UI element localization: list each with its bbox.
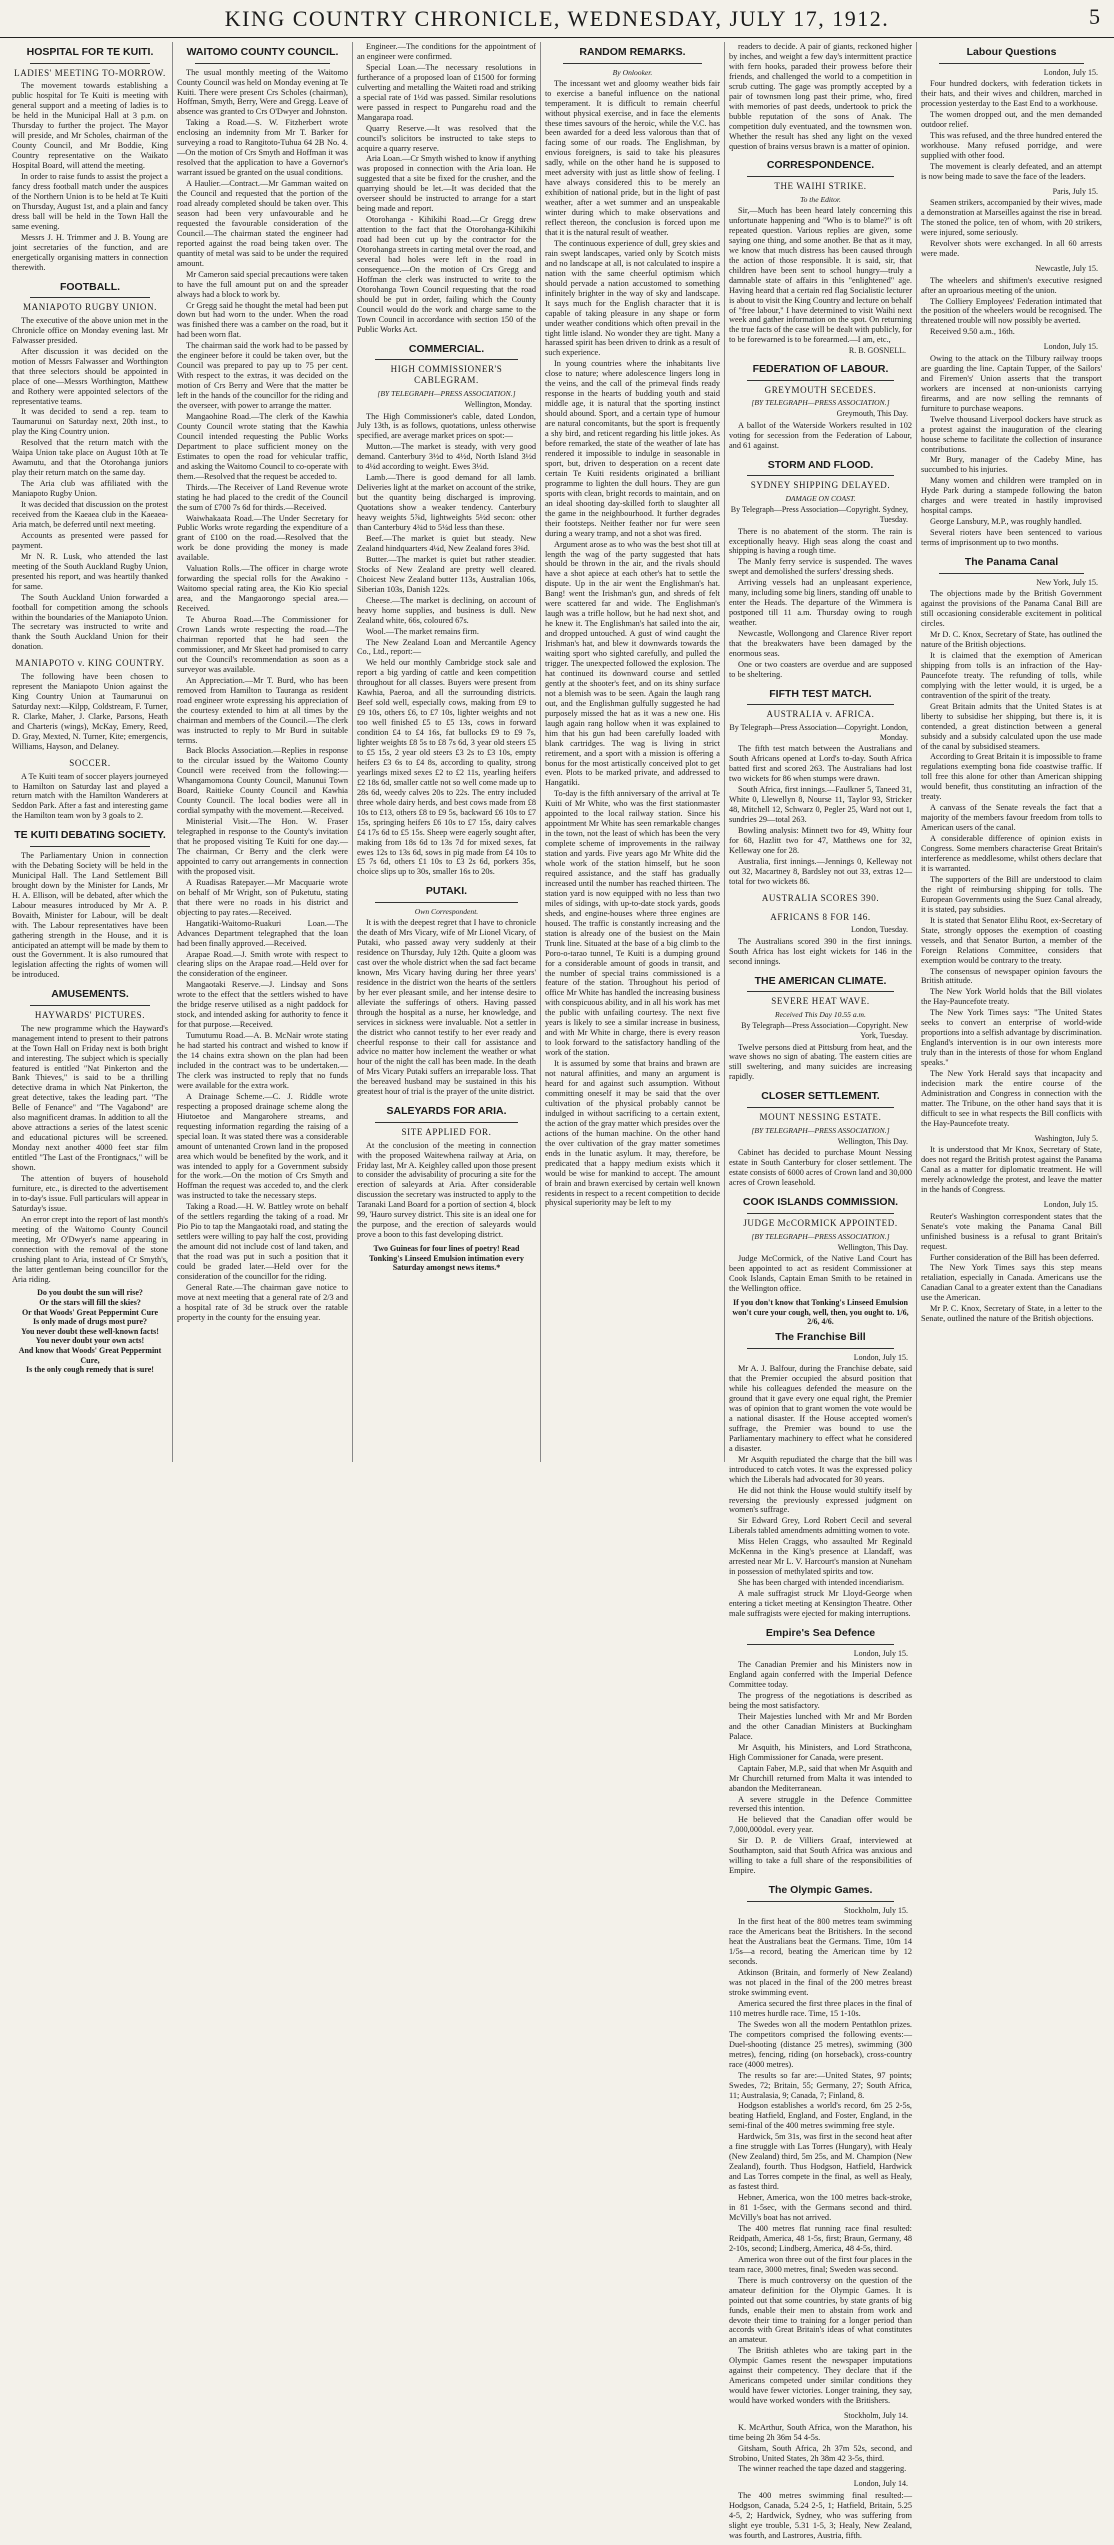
article-paragraph: Mr Bury, manager of the Cadeby Mine, has succumbed to his injuries. xyxy=(921,455,1102,475)
article-headline: CORRESPONDENCE. xyxy=(766,159,875,172)
article-paragraph: In order to raise funds to assist the project a fancy dress football match under the auspices of the Northern Union is to be held at Te Kuiti on Thursday, August 1st, and a plain and fancy dress ball will be held in the Town Hall the same evening. xyxy=(12,171,168,231)
article-subheading: MOUNT NESSING ESTATE. xyxy=(759,1111,882,1122)
article-paragraph: The objections made by the British Government against the provisions of the Panama Canal Bill are still occasioning considerable excitement in political circles. xyxy=(921,589,1102,629)
article-gap xyxy=(12,822,168,825)
article-paragraph: Twelve thousand Liverpool dockers have struck as a protest against the inauguration of the clearing house scheme to facilitate the collection of insurance contributions. xyxy=(921,414,1102,454)
article-byline: Received This Day 10.55 a.m. xyxy=(775,1010,866,1020)
article-gap xyxy=(729,2542,912,2545)
article-paragraph: The New York Herald says that incapacity and indecision mark the entire course of the Administration and Congress in connection with the matter. The Tribune, on the other hand says that it is difficult to see in what respects the Bill conflicts with the Hay-Pauncefote treaty. xyxy=(921,1069,1102,1128)
page-columns xyxy=(12,42,1102,2540)
article-paragraph: Quarry Reserve.—It was resolved that the council's solicitors be instructed to take steps to acquire a quarry reserve. xyxy=(357,123,536,153)
article-gap xyxy=(12,981,168,984)
article-paragraph: South Africa, first innings.—Faulkner 5, Taneed 31, White 0, Llewellyn 8, Nourse 11, Taylor 93, Stricker 48, Mitchell 12, Schwarz 0, Pegler 25, Ward not out 1, sundries 29—total 263. xyxy=(729,785,912,825)
article-gap xyxy=(921,260,1102,263)
article-paragraph: The New York World holds that the Bill violates the Hay-Pauncefote treaty. xyxy=(921,987,1102,1007)
article-paragraph: The South Auckland Union forwarded a football for competition among the schools within the boundaries of the Maniapoto Union. The secretary was instructed to write and thank the South Auckland Union for their donation. xyxy=(12,592,169,652)
article-dateline: London, July 15. xyxy=(1043,342,1098,352)
article-subheading: LADIES' MEETING TO-MORROW. xyxy=(14,67,166,78)
article-subheading: MANIAPOTO v. KING COUNTRY. xyxy=(15,658,165,669)
article-gap xyxy=(921,183,1102,186)
article-dateline: London, July 15. xyxy=(1043,67,1098,77)
article-dateline: London, Tuesday. xyxy=(850,925,908,935)
article-paragraph: The winner reached the tape dazed and staggering. xyxy=(738,2464,907,2474)
article-paragraph: Mr N. R. Lusk, who attended the last meeting of the South Auckland Rugby Union, presented his report, and was heartily thanked for same. xyxy=(12,551,168,591)
article-headline: RANDOM REMARKS. xyxy=(579,46,686,58)
article-dateline: Wellington, Monday. xyxy=(464,399,532,409)
article-paragraph: Great Britain admits that the United States is at liberty to subsidise her shipping, but there is, it is contended, a great distinction between a general subsidy and a subsidy calculated upon the use made of the canal by subsidised steamers. xyxy=(921,701,1102,751)
article-gap xyxy=(921,338,1102,341)
article-paragraph: Their Majesties lunched with Mr and Mr Borden and the other Canadian Ministers at Buckingham Palace. xyxy=(729,1711,912,1741)
article-paragraph: It was decided to send a rep. team to Taumarunui on Saturday next, 20th inst., to play the King Country union. xyxy=(12,407,168,437)
article-dateline: London, July 15. xyxy=(853,1352,908,1362)
article-paragraph: Further consideration of the Bill has been deferred. xyxy=(930,1252,1100,1262)
article-paragraph: A Haulier.—Contract.—Mr Gamman waited on the Council and requested that the portion of the road already completed should be taken over. This season had been very unfavourable and he requested the favourable consideration of the Council.—The chairman stated the engineer had reported against the road being taken over. The quantity of metal was said to be under the required amount. xyxy=(177,179,348,268)
advertisement-line: Or the stars will fill the skies? xyxy=(39,1298,141,1308)
article-gap xyxy=(729,968,912,971)
headline-rule xyxy=(747,380,894,381)
headline-rule xyxy=(563,63,702,64)
article-paragraph: Hardwick, 5m 31s, was first in the second heat after a fine struggle with Las Torres (Hungary), with Healy (New Zealand) third, 5m 25s, and M. Champion (New Zealand), fourth. Thus Hodgson, Hatfield, Hardwick and Las Torres compete in the final, as well as Healy, as fastest third. xyxy=(729,2132,912,2192)
article-headline: HOSPITAL FOR TE KUITI. xyxy=(26,46,154,58)
article-gap xyxy=(729,452,912,455)
article-paragraph: In the first heat of the 800 metres team swimming race the Americans beat the Britishers. In the second heat the Australians beat the Germans. Time, 10m 14 1/5s—a record, beating the American time by 12 seconds. xyxy=(729,1917,912,1967)
article-paragraph: Mangaotaki Reserve.—J. Lindsay and Sons wrote to the effect that the settlers wished to have the bridge reserve utilised as a night paddock for stock, and intended asking for authority to fence it for that purpose.—Received. xyxy=(177,980,348,1030)
article-paragraph: The results so far are:—United States, 97 points; Swedes, 72; Britain, 55; Germany, 27; South Africa, 11; Australasia, 9; Canada, 7; Finland, 8. xyxy=(729,2070,912,2100)
article-paragraph: The incessant wet and gloomy weather bids fair to exercise a baneful influence on the national temperament. It is difficult to remain cheerful without physical exercise, and in face the elements these times savours of the heroic, while the V.C. has been awarded for a deed less valorous than that of facing some of our roads. The Englishman, by envious foreigners, is said to take his pleasures sadly, while on the other hand he is supposed to meet adversity with just as little show of feeling. I have always considered this to be merely an exhibition of national pride, but in the light of past weather, after a wet summer and an unspeakable winter during which to make observations and reflect thereon, the conclusion is forced upon me that it is the natural result of weather. xyxy=(545,78,720,237)
article-headline: WAITOMO COUNTY COUNCIL. xyxy=(186,46,339,58)
article-headline: Labour Questions xyxy=(966,46,1057,58)
article-paragraph: Taking a Road.—H. W. Battley wrote on behalf of the settlers regarding the taking of a road. Mr Pio Pio to tap the Mangaotaki road, and stating the settlers were willing to pay half the cost, providing the amount did not include cost of land taken, and that the road was put in such a position that it could be graded later.—Held over for the consideration of the councillor for the riding. xyxy=(177,1202,348,1282)
article-paragraph: The New Zealand Loan and Mercantile Agency Co., Ltd., report:— xyxy=(357,637,536,657)
article-paragraph: An Appreciation.—Mr T. Burd, who has been removed from Hamilton to Tauranga as resident road engineer wrote expressing his appreciation of the courtesy extended to him at all times by the chairman and members of the Council.—The clerk was instructed to reply to Mr Burd in suitable terms. xyxy=(177,675,348,745)
article-subheading: SITE APPLIED FOR. xyxy=(401,1126,492,1137)
headline-rule xyxy=(30,846,150,847)
article-paragraph: It is with the deepest regret that I have to chronicle the death of Mrs Vicary, wife of Mr Lionel Vicary, of Putaki, who passed away very suddenly at their residence on Thursday, July 12th. Quite a gloom was cast over the whole district when the sad fact became known, Mrs Vicary having during her three years' residence in the district won the hearts of the settlers by her ever pleasant smile, and her intense desire to alleviate the sufferings of others. Having passed through the hospital as a nurse, her knowledge, and services in sickness were invaluable. Not a settler in the district who cannot testify to her ever ready and cheerful response to their call for assistance and advice no matter how inclement the weather or what hour of the night the call has been made. In the death of Mrs Vicary Putaki suffers an irreparable loss. That the bereaved husband may be sustained in this his greatest hour of trial is the prayer of the unite district. xyxy=(357,918,536,1097)
article-paragraph: Hodgson establishes a world's record, 6m 25 2-5s, beating Hatfield, England, and Foster, England, in the semi-final of the 400 metres swimming free style. xyxy=(729,2101,912,2131)
article-paragraph: Cabinet has decided to purchase Mount Nessing estate in South Canterbury for closer settlement. The estate consists of 6000 acres of Crown land and 30,000 acres of Crown leasehold. xyxy=(729,1148,912,1188)
article-paragraph: After discussion it was decided on the motion of Messrs Falwasser and Worthington that three selectors should be appointed in place of one—Messrs Worthington, Matthew and Rothery were appointed selectors of the representative teams. xyxy=(12,346,168,406)
article-paragraph: To-day is the fifth anniversary of the arrival at Te Kuiti of Mr White, who was the first stationmaster appointed to the local railway station. Since his appointment Mr White has seen remarkable changes in the town, not the least of which has been the very complete scheme of improvements in the railway station and yards. Five years ago Mr White did the whole work of the station himself, but he soon required assistance, and the staff has gradually increased until the number has reached thirteen. The station yard is now equipped with no less than two miles of sidings, with up-to-date stock yards, goods sheds, and engine-houses where three engines are housed. The traffic is constantly increasing and the station is already one of the busiest on the Main Trunk line. Situated at the base of a big climb to the Poro-o-tarao tunnel, Te Kuiti is a dumping ground for a considerable amount of goods in transit, and the number of special trains commissioned is a feature of the station. Throughout his period of office Mr White has handled the increasing business with conspicuous ability, and in all his work has met the public with unfailing courtesy. The next five years is likely to see a similar increase in business, and with Mr White in charge, there is every reason to look forward to the satisfactory handling of the work of the station. xyxy=(545,789,720,1058)
article-paragraph: Hebner, America, won the 100 metres back-stroke, in 81 1-5sec, with the Germans second and third. McVilly's boat has not arrived. xyxy=(729,2193,912,2222)
article-paragraph: He believed that the Canadian offer would be 7,000,000dol. every year. xyxy=(729,1815,912,1835)
article-gap xyxy=(729,1189,912,1192)
article-subheading: SOCCER. xyxy=(69,757,111,768)
article-headline: CLOSER SETTLEMENT. xyxy=(761,1090,880,1103)
article-paragraph: The 400 metres flat running race final resulted: Reidpath, America, 48 1-5s, first; Braun, Germany, 48 2-10s, second; Lindberg, America, 48 4-5s, third. xyxy=(729,2223,912,2253)
headline-rule xyxy=(375,902,518,903)
column-4 xyxy=(540,42,720,1462)
article-paragraph: She has been charged with intended incendiarism. xyxy=(738,1578,904,1588)
advertisement-line: Two Guineas for four lines of poetry! Read Tonking's Linseed Emulsion intimation every Saturday amongst news items.* xyxy=(369,1244,524,1273)
advertisement-line: Is the only cough remedy that is sure! xyxy=(26,1365,154,1375)
article-paragraph: The Swedes won all the modern Pentathlon prizes. The competitors comprised the following events:—Duel-shooting (distance 25 metres), swimming (300 metres), fencing, riding (on horseback), cross-country race (4000 metres). xyxy=(729,2019,912,2069)
article-paragraph: Miss Helen Craggs, who assaulted Mr Reginald McKenna in the King's presence at Llandaff, was arrested near Mr L. V. Harcourt's mansion at Nuneham in possession of methylated spirits and tow. xyxy=(729,1537,912,1577)
article-paragraph: The High Commissioner's cable, dated London, July 13th, is as follows, quotations, unless otherwise specified, are average market prices on spot:— xyxy=(357,411,536,441)
article-paragraph: Thirds.—The Receiver of Land Revenue wrote stating he had placed to the credit of the Council the sum of £700 7s 6d for thirds.—Received. xyxy=(177,482,348,512)
headline-rule xyxy=(30,63,150,64)
article-paragraph: Te Aburoa Road.—The Commissioner for Crown Lands wrote respecting the road.—The chairman reported that he had seen the commissioner, and Mr Skeet had promised to carry out the Council's recommendation as soon as a surveyor was available. xyxy=(177,615,348,674)
advertisement-line: You never doubt these well-known facts! xyxy=(21,1326,159,1336)
article-subheading: AFRICANS 8 FOR 146. xyxy=(770,911,871,922)
article-paragraph: According to Great Britain it is impossible to frame regulations exempting bona fide coastwise traffic. If toll free this alone for other than American shipping would benefit, thus constituting an infraction of the treaty. xyxy=(921,752,1102,802)
article-byline: By Onlooker. xyxy=(612,67,653,77)
article-subheading: SEVERE HEAT WAVE. xyxy=(771,996,870,1007)
article-gap xyxy=(729,2407,912,2410)
article-paragraph: The continuous experience of dull, grey skies and rain swept landscapes, varied only by Scotch mists and no landscape at all, is not calculated to inspire a nation with the same cheerful optimism which should pervade a nation accustomed to something infinitely brighter in the way of sky and landscape. It says much for the English character that it is capable of taking pleasure in any shape or form under weather conditions which often prevail in the tight little island. No wonder they are tight. Many a harassed spirit has been driven to drink as a result of such experience. xyxy=(545,238,720,358)
headline-rule xyxy=(747,991,894,992)
headline-rule xyxy=(747,704,894,705)
article-headline: AMUSEMENTS. xyxy=(51,988,129,1001)
article-paragraph: Messrs J. H. Trimmer and J. B. Young are joint secretaries of the function, and are energetically organising matters in connection therewith. xyxy=(12,232,168,272)
article-paragraph: The Parliamentary Union in connection with the Debating Society will be held in the Municipal Hall. The Land Settlement Bill brought down by the Minister for Lands, Mr H. A. Ellison, will be debated, after which the Labour measures introduced by Mr A. P. Bovaith, Minister for Labour, will be dealt with. The Labour representatives have been gathering strength in the House, and it is anticipated an attempt will be made by them to oust the Government. It is also rumoured that legislation affecting the rights of women will be introduced. xyxy=(12,850,168,980)
article-headline: The Olympic Games. xyxy=(768,1884,873,1897)
article-paragraph: Waiwhakaata Road.—The Under Secretary for Public Works wrote regarding the expenditure of a grant of £100 on the road.—Resolved that the work be done providing the money is made available. xyxy=(177,513,348,563)
article-dateline: By Telegraph—Press Association—Copyright. Sydney, Tuesday. xyxy=(730,505,908,524)
article-paragraph: Aria Loan.—Cr Smyth wished to know if anything was proposed in connection with the Aria loan. He suggested that a site be fixed for the crusher, and the quarrying should be let.—It was decided that the overseer should be instructed to arrange for a start being made and report. xyxy=(357,154,536,214)
headline-rule xyxy=(747,1901,894,1902)
article-paragraph: A severe struggle in the Defence Committee reversed this intention. xyxy=(729,1794,912,1814)
article-headline: The Franchise Bill xyxy=(775,1330,866,1343)
article-gap xyxy=(729,2475,912,2478)
article-paragraph: Mangaohine Road.—The clerk of the Kawhia County Council wrote stating that the Kawhia Council intended requesting the Public Works Department to place sufficient money on the Estimates to open the road for vehicular traffic, and asking the Waitomo Council to co-operate with them.—Resolved that the request be acceded to. xyxy=(177,412,348,481)
article-paragraph: There is much controversy on the question of the amateur definition for the Olympic Games. It is pointed out that some countries, by state grants of big funds, enable their men to abstain from work and devote their time to training for a longer period than accords with Great Britain's ideas of what constitutes an amateur. xyxy=(729,2275,912,2345)
article-paragraph: Seamen strikers, accompanied by their wives, made a demonstration at Marseilles against the rise in bread. The stoned the police, ten of whom, with 20 strikers, were injured, some seriously. xyxy=(921,198,1102,238)
article-dateline: Wellington, This Day. xyxy=(837,1136,908,1146)
headline-rule xyxy=(30,1005,150,1006)
headline-rule xyxy=(747,1213,894,1214)
article-gap xyxy=(921,1196,1102,1199)
article-subheading: HIGH COMMISSIONER'S CABLEGRAM. xyxy=(390,364,503,386)
article-paragraph: General Rate.—The chairman gave notice to move at next meeting that a general rate of 2/3 and a hospital rate of 3d be struck over the ratable property in the county for the ensuing year. xyxy=(177,1282,348,1322)
article-dateline: London, July 15. xyxy=(1043,1200,1098,1210)
article-paragraph: Sir,—Much has been heard lately concerning this unfortunate happening and "Who is to blame?" is oft repeated question. Various replies are given, some saying one thing, and some another. Be that as it may, we know that much distress has been caused through the action of those responsible. It is said, sir, that children have been sent to school hungry—truly a damnable state of affairs in this "enlightened" age. Having heard that a certain red flag Socialistic lecturer is about to visit the King Country and lecture on behalf of "free labour," I have determined to visit Waihi next week and gather information on the spot. On returning the true facts of the case will be dealt with publicly, for to be forewarned is to be forearmed.—I am, etc., xyxy=(729,205,912,345)
article-byline: [BY TELEGRAPH—PRESS ASSOCIATION.] xyxy=(751,1125,890,1135)
article-paragraph: It is stated that Senator Elihu Root, ex-Secretary of State, strongly opposes the exemption of coasting vessels, and that Senator Burton, a member of the Foreign Relations Committee, considers that exemption would be contrary to the treaty. xyxy=(921,915,1102,965)
article-paragraph: Captain Faber, M.P., said that when Mr Asquith and Mr Churchill returned from Malta it was intended to abandon the Mediterranean. xyxy=(729,1763,912,1793)
article-paragraph: Mr D. C. Knox, Secretary of State, has outlined the nature of the British objections. xyxy=(921,630,1102,649)
article-gap xyxy=(921,1325,1102,1328)
article-paragraph: Reuter's Washington correspondent states that the Senate's vote making the Panama Canal Bill unfinished business is a refusal to grant Britain's request. xyxy=(921,1211,1102,1251)
article-paragraph: Sir D. P. de Villiers Graaf, interviewed at Southampton, said that South Africa was anxious and willing to take a full share of the responsibilities of Empire. xyxy=(729,1836,912,1876)
article-paragraph: A ballot of the Waterside Workers resulted in 102 voting for secession from the Federation of Labour, and 61 against. xyxy=(729,421,912,450)
article-paragraph: Gitsham, South Africa, 2h 37m 52s, second, and Strobino, United States, 2h 38m 42 3-5s, third. xyxy=(729,2443,912,2463)
article-paragraph: The new programme which the Hayward's management intend to present to their patrons at the Town Hall on Friday next is both bright and interesting. The subject which is specially featured is entitled "Nat Pinkerton and the Bank Thieves," is said to be a thrilling detective drama in which Nat Pinkerton, the great detective, takes the leading part. "The Belle of Fenance" and "The Vagabond" are also magnificent dramas. In addition to all the above attractions a series of the latest scenic and educational pictures will be screened. Monday next another 4000 feet star film entitled "The Last of the Frontignacs," will be shown. xyxy=(12,1023,168,1173)
column-5 xyxy=(724,42,912,2540)
article-gap xyxy=(357,1098,536,1101)
article-paragraph: The Colliery Employees' Federation intimated that the position of the wheelers would be recognised. The threatened trouble will now possibly be averted. xyxy=(921,296,1102,326)
advertisement-line: Or that Woods' Great Peppermint Cure xyxy=(21,1307,159,1317)
article-dateline: London, July 15. xyxy=(853,1648,908,1658)
headline-rule xyxy=(747,1644,894,1645)
column-1 xyxy=(12,42,168,1462)
article-gap xyxy=(357,878,536,881)
column-6 xyxy=(916,42,1102,1462)
article-gap xyxy=(12,274,168,277)
article-paragraph: Sir Edward Grey, Lord Robert Cecil and several Liberals tabled amendments admitting women to vote. xyxy=(729,1516,912,1536)
article-headline: PUTAKI. xyxy=(425,885,468,898)
article-paragraph: The progress of the negotiations is described as being the most satisfactory. xyxy=(729,1690,912,1710)
article-paragraph: The following have been chosen to represent the Maniapoto Union against the King Country Union at Taumarunui on Saturday next:—Kilpp, Coldstream, F. Turner, R. Clarke, Maher, J. Clarke, Parsons, Heath and Charteris (wings), McKay, Emery, Reed, D. Gray, Mexted, N. Turner, Kite; emergencis, Williams, Hayson, and Delaney. xyxy=(12,672,168,751)
article-paragraph: Arapae Road.—J. Smith wrote with respect to clearing slips on the Arapae road.—Held over for the consideration of the engineer. xyxy=(177,949,348,979)
headline-rule xyxy=(375,359,518,360)
article-paragraph: An error crept into the report of last month's meeting of the Waitomo County Council meeting, Mr O'Dwyer's name appearing in connection with the removal of the stone crushing plant to Aria, instead of Cr Smyth's, the latter gentleman being councillor for the Aria riding. xyxy=(12,1214,168,1284)
masthead xyxy=(0,0,1114,38)
article-paragraph: Bowling analysis: Minnett two for 49, Whitty four for 68, Hazlitt two for 47, Matthews one for 32, Kelleway one for 28. xyxy=(729,826,912,855)
article-paragraph: The British athletes who are taking part in the Olympic Games resent the newspaper imputations against their competency. They declare that if the Americans competed under similar conditions they would have fewer victories. Longer training, they say, would have worked wonders with the Britishers. xyxy=(729,2346,912,2406)
article-byline: [BY TELEGRAPH—PRESS ASSOCIATION.] xyxy=(377,388,516,398)
article-paragraph: In young countries where the inhabitants live close to nature; where adolescence lingers long in the veins, and the call of the primeval finds ready response in the hearts of budding youth and staid middle age, it is natural that the sporting instinct should abound. Sport, and a certain type of humour are natural concomitants, but the sport is frequently a shy bird, and reticent regarding his little jokes. As before remarked, the state of the weather of late has rendered it impossible to indulge in seasonable in sport, but, driven to desperation on a recent date certain Te Kuiti residents originated a brilliant programme to lighten the dull hours. They are gun sports with clean, bright records to maintain, and on an ideal shooting day-skilled forth to slaughter all the game in the neighbourhood. It further degrades their footsteps. Neither feather nor fur were seen during a weary tramp, and not a shot was fired. xyxy=(545,359,720,538)
article-paragraph: Judge McCormick, of the Native Land Court has been appointed to act as resident Commissioner at Cook Islands, Captain Eman Smith to be retained in the Wellington office. xyxy=(729,1254,912,1294)
article-paragraph: This was refused, and the three hundred entered the workhouse. Many refused porridge, and were supplied with other food. xyxy=(921,130,1102,160)
article-paragraph: The wheelers and shiftmen's executive resigned after an uproarious meeting of the union. xyxy=(921,275,1102,295)
article-gap xyxy=(729,356,912,359)
article-paragraph: The movement towards establishing a public hospital for Te Kuiti is meeting with general support and a meeting of ladies is to be held in the Municipal Hall at 3 p.m. on Thursday to further the project. The Mayor will preside, and Mr Scholes, chairman of the County Council, and Mr Boddie, King Country representative on the Waikato Hospital Board, will attend the meeting. xyxy=(12,81,168,171)
article-paragraph: The usual monthly meeting of the Waitomo County Council was held on Monday evening at Te Kuiti. There were present Crs Scholes (chairman), Hoffman, Smyth, Berry, Were and Gregg. Leave of absence was granted to Crs O'Dwyer and Johnston. xyxy=(177,67,348,117)
article-paragraph: The 400 metres swimming final resulted:—Hodgson, Canada, 5.24 2-5, 1; Hatfield, Britain, 5.25 4-5, 2; Hardwick, Sydney, who was suffering from slight eye trouble, 5.31 1-5, 3; Healy, New Zealand, was fourth, and Lastrores, Austria, fifth. xyxy=(729,2491,912,2540)
advertisement-line: If you don't know that Tonking's Linseed Emulsion won't cure your cough, well, then, you ought to. 1/6, 2/6, 4/6. xyxy=(732,1298,909,1327)
article-headline: STORM AND FLOOD. xyxy=(767,458,874,471)
headline-rule xyxy=(30,297,150,298)
article-paragraph: K. McArthur, South Africa, won the Marathon, his time being 2h 36m 54 4-5s. xyxy=(729,2422,912,2442)
article-subheading: MANIAPOTO RUGBY UNION. xyxy=(23,302,157,313)
article-paragraph: He did not think the House would stultify itself by reversing the previously expressed judgment on women's suffrage. xyxy=(729,1485,912,1515)
article-paragraph: Special Loan.—The necessary resolutions in furtherance of a proposed loan of £1500 for forming culverting and metalling the Waiteti road and striking a special rate of 1½d was passed. Similar resolutions were passed in respect to Pungarehu road and the Mangarapa road. xyxy=(357,62,536,122)
headline-rule xyxy=(195,63,330,64)
article-paragraph: A male suffragist struck Mr Lloyd-George when entering a ticket meeting at Kensington Theatre. Other male suffragists were ejected for making interruptions. xyxy=(729,1589,912,1618)
advertisement-line: And know that Woods' Great Peppermint Cure, xyxy=(18,1346,162,1365)
article-paragraph: Cheese.—The market is declining, on account of heavy home supplies, and business is dull. New Zealand white, 66s, coloured 67s. xyxy=(357,595,536,625)
article-paragraph: Received 9.50 a.m., 16th. xyxy=(930,327,1015,337)
article-headline: The Panama Canal xyxy=(964,556,1059,569)
article-paragraph: America won three out of the first four places in the team race, 3000 metres, final; Sweden was second. xyxy=(729,2254,912,2274)
column-2 xyxy=(172,42,348,1462)
article-paragraph: The chairman said the work had to be passed by the engineer before it could be taken over, but the Council was prepared to pay up to 75 per cent. With respect to the extras, it was decided on the motion of Crs Berry and Were that the matter be left in the hands of the councillor for the riding and the overseer, with power to arrange the matter. xyxy=(177,341,348,411)
article-subheading: JUDGE McCORMICK APPOINTED. xyxy=(743,1217,898,1228)
article-paragraph: Otorohanga - Kihikihi Road.—Cr Gregg drew attention to the fact that the Otorohanga-Kihikihi road had been cut up by the contractor for the Otorohanga streets in carting metal over the road, and several bad holes were left in the road in consequence.—On the motion of Crs Gregg and Hoffman the clerk was instructed to write to the Otorohanga Town Council requesting that the road should be put in order, failing which the County Council would do the work and charge same to the Town Council in accordance with section 150 of the Public Works Act. xyxy=(357,215,536,334)
article-paragraph: Many women and children were trampled on in Hyde Park during a stampede following the baton charges and were treated in hastily improvised hospital camps. xyxy=(921,476,1102,516)
article-byline: DAMAGE ON COAST. xyxy=(785,494,856,504)
article-paragraph: It is understood that Mr Knox, Secretary of State, does not regard the British protest against the Panama Canal as a matter for diplomatic treatment. He will merely acknowledge the protest, and leave the matter in the hands of Congress. xyxy=(921,1145,1102,1195)
article-gap xyxy=(729,152,912,155)
article-subheading: THE WAIHI STRIKE. xyxy=(774,181,867,192)
article-gap xyxy=(729,681,912,684)
article-paragraph: Mr Asquith, his Ministers, and Lord Strathcona, High Commissioner for Canada, were present. xyxy=(729,1742,912,1762)
article-headline: FEDERATION OF LABOUR. xyxy=(752,362,889,375)
article-paragraph: We held our monthly Cambridge stock sale and report a big yarding of cattle and keen competition throughout for all classes. Buyers were present from Kawhia, Paeroa, and all the surrounding districts. Beef sold well, especially cows, making from £9 to £9 10s, others £6, to £7 10s, lighter weights and not too well finished £5 to £5 13s, cows in forward condition £4 to £4 16s, fat bullocks £9 to £9 7s, lighter weights £8 5s to £8 7s 6d, 3 year old steers £5 to £5 15s, 2 year old steers £3 2s to £3 10s, empty heifers £3 6s to £4 8s, according to quality, strong yearlings mixed sexes £2 to £2 11s, yearling heifers £2 18s 6d, smaller cattle not so well come made up to 28s 6d, weedy calves 20s to 22s. The entry included three whole dairy herds, and best cows made from £8 10s to £13, others £8 to £9 5s, backward £6 10s to £7 15s, springing heifers £6 10s to £7 15s, dairy calves £4 17s 6d to £5 15s. Sheep were eagerly sought after, making from 18s 6d to 13s 7d for mixed sexes, fat ewes 12s to 13s 6d, sows in pig made from £4 10s to £5 7s 6d, others £1 10s to £3 2s 6d, porkers 35s, choice slips up to 30s, smaller 16s to 20s. xyxy=(357,658,536,877)
article-paragraph: Tumutumu Road.—A. B. McNair wrote stating he had started his contract and wished to know if the 14 chains extra shown on the plan had been included in the contract was to be undertaken.—The clerk was instructed to reply that no funds were available for the extra work. xyxy=(177,1031,348,1090)
article-paragraph: America secured the first three places in the final of 110 metres hurdle race. Time, 15 1-10s. xyxy=(729,1998,912,2018)
article-paragraph: It is claimed that the exemption of American shipping from tolls is an infraction of the Hay-Pauncefote treaty. The refunding of tolls, while complying with the letter would, it is urged, be a contravention of the spirit of the treaty. xyxy=(921,650,1102,700)
article-byline: Own Correspondent. xyxy=(414,906,479,916)
article-paragraph: Mr Cameron said special precautions were taken to have the full amount put on and the spreader always had a block to work by. xyxy=(177,269,348,299)
article-headline: COMMERCIAL. xyxy=(408,342,485,355)
article-paragraph: Arriving vessels had an unpleasant experience, many, including some big liners, standing off unable to enter the Heads. The departure of the Wimmera is postponed till 11 a.m. Thursday owing to rough weather. xyxy=(729,578,912,628)
article-paragraph: Cr Gregg said he thought the metal had been put down but had worn to the under. When the road was finished there was a camber on the road, but it had been worn flat. xyxy=(177,300,348,340)
article-paragraph: A Te Kuiti team of soccer players journeyed to Hamilton on Saturday last and played a return match with the Hamilton Wanderers at Seddon Park. After a fast and interesting game the Hamilton team won by 3 goals to 2. xyxy=(12,771,168,821)
article-gap xyxy=(729,1877,912,1880)
article-paragraph: Owing to the attack on the Tilbury railway troops are guarding the line. Captain Tupper, of the Sailors' and Firemen's' Union asserts that the transport workers are incensed at non-unionists carrying firearms, and are now selling the remnants of furniture to purchase weapons. xyxy=(921,353,1102,413)
article-subheading: AUSTRALIA SCORES 390. xyxy=(761,892,880,903)
article-paragraph: Taking a Road.—S. W. Fitzherbert wrote enclosing an indemnity from Mr T. Barker for surveying a road to Rangitoto-Tuhua 64 2B No. 4.—On the motion of Crs Smyth and Hoffman it was resolved that the application to have a Governor's warrant issued be granted on the usual conditions. xyxy=(177,118,348,178)
article-paragraph: readers to decide. A pair of giants, reckoned higher by inches, and weight a few day's intermittent practice with fern hooks, paraded their prowess before their friends, and challenged the world to a competition in scrub cutting. The gage was promptly accepted by a pair of townsmen long past their prime, who, fired with memories of past deeds, undertook to prick the bubble reputation of the sons of Anak. The competition duly eventuated, and the townsmen won. Whether the result has shed any light on the vexed question of brains versus brawn is a matter of opinion. xyxy=(729,42,912,151)
article-paragraph: One or two coasters are overdue and are supposed to be sheltering. xyxy=(729,659,912,679)
article-paragraph: A Ruadisas Ratepayer.—Mr Macquarie wrote on behalf of Mr Wright, son of Puketutu, stating that there were no roads in his district and objecting to pay rates.—Received. xyxy=(177,877,348,917)
article-paragraph: The Australians scored 390 in the first innings. South Africa has lost eight wickets for 146 in the second innings. xyxy=(729,936,912,966)
headline-rule xyxy=(939,573,1084,574)
article-dateline: New York, July 15. xyxy=(1036,577,1098,587)
article-paragraph: Hangatiki-Waitomo-Ruakuri Loan.—The Advances Department telegraphed that the loan had been finally approved.—Received. xyxy=(177,918,348,948)
article-paragraph: Revolver shots were exchanged. In all 60 arrests were made. xyxy=(921,239,1102,259)
headline-rule xyxy=(939,63,1084,64)
article-paragraph: The women dropped out, and the men demanded outdoor relief. xyxy=(921,110,1102,129)
article-paragraph: Mr P. C. Knox, Secretary of State, in a letter to the Senate, outlined the nature of the British objections. xyxy=(921,1304,1102,1324)
article-dateline: Wellington, This Day. xyxy=(837,1242,908,1252)
article-paragraph: Twelve persons died at Pittsburg from heat, and the wave shows no sign of abating. The eastern cities are still sweltering, and many suicides are increasing rapidly. xyxy=(729,1042,912,1082)
article-paragraph: It is assumed by some that brains and brawn are not natural affinities, and many an argument is heard for and against such assumption. Without committing oneself it may be said that the over cultivation of the physical probably cannot be indulged in without sacrificing to a certain extent, the action of the gray matter which presides over the actions of the human machine. On the other hand the over cultivation of the gray matter sometimes ends in the lunatic asylum. It may, therefore, be predicated that a happy medium exists which it would be wise for mankind to accept. The amount of brain and brawn exercised by certain well known residents in respect to a recent competition to decide physical superiority may be left to my xyxy=(545,1059,720,1208)
headline-rule xyxy=(375,1122,518,1123)
article-dateline: Greymouth, This Day. xyxy=(836,409,908,419)
article-paragraph: Valuation Rolls.—The officer in charge wrote forwarding the special rolls for the Awakino - Waitomo special rating area, the Kio Kio special area, and the Mangaorongo special area.—Received. xyxy=(177,564,348,614)
article-gap xyxy=(729,1083,912,1086)
article-paragraph: Australia, first innings.—Jennings 0, Kelleway not out 32, Macartney 8, Bardsley not out 33, extras 12—total for two wickets 86. xyxy=(729,856,912,886)
article-paragraph: Accounts as presented were passed for payment. xyxy=(12,530,168,550)
article-gap xyxy=(729,1620,912,1623)
article-byline: To the Editor. xyxy=(800,194,841,204)
article-dateline: London, July 14. xyxy=(853,2479,908,2489)
article-dateline: Paris, July 15. xyxy=(1052,186,1098,196)
article-headline: SALEYARDS FOR ARIA. xyxy=(386,1105,507,1118)
article-byline: [BY TELEGRAPH—PRESS ASSOCIATION.] xyxy=(751,1231,890,1241)
article-paragraph: Mr A. J. Balfour, during the Franchise debate, said that the Premier occupied the absurd position that while his colleagues defended the measure on the ground that it gave every one equal right, the Premier was of opinion that to grant women the vote would be a national disaster. If the House accepted women's suffrage, the Premier was bound to use the Parliamentary machinery to effect what he considered a disaster. xyxy=(729,1364,912,1453)
article-headline: TE KUITI DEBATING SOCIETY. xyxy=(14,829,166,842)
article-paragraph: A canvass of the Senate reveals the fact that a majority of the members favour freedom from tolls to American users of the canal. xyxy=(921,803,1102,833)
article-dateline: By Telegraph—Press Association—Copyright. London, Monday. xyxy=(729,723,908,742)
article-dateline: Newcastle, July 15. xyxy=(1035,264,1098,274)
article-paragraph: Mr Asquith repudiated the charge that the bill was introduced to catch votes. It was the expressed policy which the Liberals had advocated for 30 years. xyxy=(729,1454,912,1484)
article-dateline: Stockholm, July 14. xyxy=(843,2411,908,2421)
article-paragraph: Resolved that the return match with the Waipa Union take place on August 10th at Te Awamutu, and that the Otorohanga juniors play their return match on the same day. xyxy=(12,438,168,478)
article-gap xyxy=(12,653,168,656)
article-paragraph: The executive of the above union met in the Chronicle office on Monday evening last. Mr Falwasser presided. xyxy=(12,315,168,345)
article-paragraph: It was decided that discussion on the protest received from the Kaeaea club in the Kaeaea-Aria match, be deferred until next meeting. xyxy=(12,500,168,529)
article-paragraph: The New York Times says: "The United States seeks to convert an enterprise of world-wide proportions into a selfish advantage by discrimination. England's intervention is in our own interests more truly than in the interests of those for whom England speaks." xyxy=(921,1008,1102,1068)
article-paragraph: Wool.—The market remains firm. xyxy=(366,626,479,636)
article-paragraph: Atkinson (Britain, and formerly of New Zealand) was not placed in the final of the 200 metres breast stroke swimming event. xyxy=(729,1968,912,1997)
article-paragraph: The Canadian Premier and his Ministers now in England again conferred with the Imperial Defence Committee today. xyxy=(729,1660,912,1690)
article-subheading: GREYMOUTH SECEDES. xyxy=(764,384,877,395)
article-subheading: HAYWARDS' PICTURES. xyxy=(34,1009,146,1020)
headline-rule xyxy=(747,475,894,476)
article-headline: Empire's Sea Defence xyxy=(765,1626,876,1639)
article-gap xyxy=(729,907,912,910)
article-paragraph: A considerable difference of opinion exists in Congress. Some members characterise Great Britain's interference as meddlesome, whilst others declare that it is warranted. xyxy=(921,834,1102,873)
article-paragraph: Newcastle, Wollongong and Clarence River report that the breakwaters have been damaged by the enormous seas. xyxy=(729,629,912,658)
article-subheading: SYDNEY SHIPPING DELAYED. xyxy=(750,480,891,491)
article-gap xyxy=(357,336,536,339)
article-gap xyxy=(545,1209,720,1212)
article-subheading: AUSTRALIA v. AFRICA. xyxy=(766,709,875,720)
article-dateline: Washington, July 5. xyxy=(1034,1133,1098,1143)
article-byline: [BY TELEGRAPH—PRESS ASSOCIATION.] xyxy=(751,398,890,408)
article-paragraph: The supporters of the Bill are understood to claim the right of reimbursing shipping for tolls. The European Governments using the Suez Canal already, it is stated, pay subsidies. xyxy=(921,874,1102,914)
article-paragraph: A Drainage Scheme.—C. J. Riddle wrote respecting a proposed drainage scheme along the Hiutoetoe and Mangarohere streams, and requesting information regarding the raising of a special loan. It was stated there was a considerable amount of untenanted Crown land in the proposed area which would be benefited by the work, and it was intended to apply for a Government subsidy for the work.—On the motion of Crs Smyth and Hoffman the request was acceded to, and the clerk was instructed to take the necessary steps. xyxy=(177,1091,348,1201)
article-paragraph: The Aria club was affiliated with the Maniapoto Rugby Union. xyxy=(12,479,168,499)
article-paragraph: Butter.—The market is quiet but rather steadier. Stocks of New Zealand are pretty well cleared. Choicest New Zealand butter 113s, Australian 106s, Siberian 103s, Danish 122s. xyxy=(357,554,536,594)
page-number: 5 xyxy=(1089,4,1100,29)
article-paragraph: The movement is clearly defeated, and an attempt is now being made to save the face of the leaders. xyxy=(921,161,1102,181)
advertisement-line: Do you doubt the sun will rise? xyxy=(37,1288,143,1298)
article-paragraph: Four hundred dockers, with federation tickets in their hats, and their wives and children, marched in procession yesterday to the East End to a workhouse. xyxy=(921,79,1102,109)
article-paragraph: Several rioters have been sentenced to various terms of imprisonment up to two months. xyxy=(921,528,1102,548)
article-gap xyxy=(177,1324,348,1327)
headline-rule xyxy=(747,176,894,177)
article-paragraph: The Manly ferry service is suspended. The waves swept and demolished the surfers' dressing sheds. xyxy=(729,557,912,577)
article-paragraph: Ministerial Visit.—The Hon. W. Fraser telegraphed in response to the County's invitation that he proposed visiting Te Kuiti for one day.—The chairman, Cr Berry and the clerk were appointed to carry out arrangements in connection with the proposed visit. xyxy=(177,817,348,876)
article-dateline: By Telegraph—Press Association—Copyright. New York, Tuesday. xyxy=(741,1021,908,1040)
article-headline: COOK ISLANDS COMMISSION. xyxy=(742,1196,899,1209)
article-headline: THE AMERICAN CLIMATE. xyxy=(754,974,887,987)
advertisement-line: You never doubt your own acts! xyxy=(35,1336,145,1346)
article-gap xyxy=(921,1130,1102,1133)
article-paragraph: Beef.—The market is quiet but steady. New Zealand hindquarters 4¼d, New Zealand fores 3⅜d. xyxy=(357,533,536,553)
article-paragraph: Lamb.—There is good demand for all lamb. Deliveries light at the market on account of the strike, but the quantity being discharged is improving. Quotations show a weaker tendency. Canterbury heavy weights 5⅞d, lightweights 5½d secon: other than Canterbury 4¾d to 5¼d less than these. xyxy=(357,473,536,533)
article-gap xyxy=(921,549,1102,552)
newspaper-title: KING COUNTRY CHRONICLE, WEDNESDAY, JULY 17, 1912. xyxy=(224,6,890,31)
article-paragraph: The New York Times says this step means retaliation, especially in Canada. Americans use the Canadian Canal to a greater extent than the Canadians use the American. xyxy=(921,1263,1102,1303)
article-gap xyxy=(729,888,912,891)
column-3 xyxy=(352,42,536,1462)
article-paragraph: Back Blocks Association.—Replies in response to the circular issued by the Waitomo County Council were received from the following:—Whangamomona County Council, Manunui Town Board, Raitieke County Council and Kawhia County Council. The local bodies were all in cordial sympathy with the movement.—Received. xyxy=(177,746,348,816)
article-paragraph: The consensus of newspaper opinion favours the British attitude. xyxy=(921,966,1102,986)
article-paragraph: There is no abatement of the storm. The rain is exceptionally heavy. High seas along the coast and shipping is having a rough time. xyxy=(729,526,912,556)
article-headline: FOOTBALL. xyxy=(59,280,121,293)
article-paragraph: Argument arose as to who was the best shot till at length the wag of the party suggested that hats should be thrown in the air, and the rivals should have a shot apiece at each other's hat to settle the dispute. Up in the air went the Englishman's hat. Bang! went the Irishman's gun, and shreds of felt were scattered far and wide. The Englishman's laugh was a trifle hollow, but he had next shot, and he knew it. The Englishman's hat sailed into the air, and dropped untouched. A gust of wind caught the Irishman's hat, and blew it downwards towards the waiting sport who sighted carefully, and pulled the trigger. The unexpected followed the explosion. The hat continued its downward course and settled gently at the shooter's feet, and on its shiny surface not a blemish was to be seen. Again the laugh rang out, and the Englishman gulfully suggested he had purposely missed the hat as it was a new one. His laugh again rang hollow when it was explained to him that his gun had been carefully loaded with blank cartridges. The wag is living in strict retirement, and a sport with a mission is offering a bonus for the most artistically conceived plot to get even. Plots to be marked private, and addressed to Hangatiki. xyxy=(545,539,720,788)
article-paragraph: Engineer.—The conditions for the appointment of an engineer were confirmed. xyxy=(357,42,536,61)
article-paragraph: At the conclusion of the meeting in connection with the proposed Waitewhena railway at Aria, on Friday last, Mr A. Keighley called upon those present to consider the advisability of procuring a site for the erection of saleyards at Aria. After considerable discussion the secretary was instructed to apply to the Taranaki Land Board for a portion of section 4, block 99, 'Hauro survey district. This site is an ideal one for the purpose, and the erection of saleyards would prove a boon to this fast developing district. xyxy=(357,1140,536,1240)
article-paragraph: The attention of buyers of household furniture, etc., is directed to the advertisement in to-day's issue. Full particulars will appear in Saturday's issue. xyxy=(12,1174,168,1213)
article-paragraph: George Lansbury, M.P., was roughly handled. xyxy=(930,517,1082,527)
headline-rule xyxy=(747,1107,894,1108)
article-headline: FIFTH TEST MATCH. xyxy=(769,687,872,700)
article-paragraph: Mutton.—The market is steady, with very good demand. Canterbury 3½d to 4½d, North Island 3½d to 4¼d according to weight. Ewes 3½d. xyxy=(357,442,536,472)
article-gap xyxy=(12,753,168,756)
article-dateline: Stockholm, July 15. xyxy=(843,1905,908,1915)
advertisement-line: Is only made of drugs most pure? xyxy=(32,1317,148,1327)
article-paragraph: The fifth test match between the Australians and South Africans opened at Lord's to-day. South Africa batted first and scored 263. The Australians had lost two wickets for 86 when stumps were drawn. xyxy=(729,744,912,784)
letter-signature: R. B. GOSNELL. xyxy=(848,346,906,356)
headline-rule xyxy=(747,1348,894,1349)
